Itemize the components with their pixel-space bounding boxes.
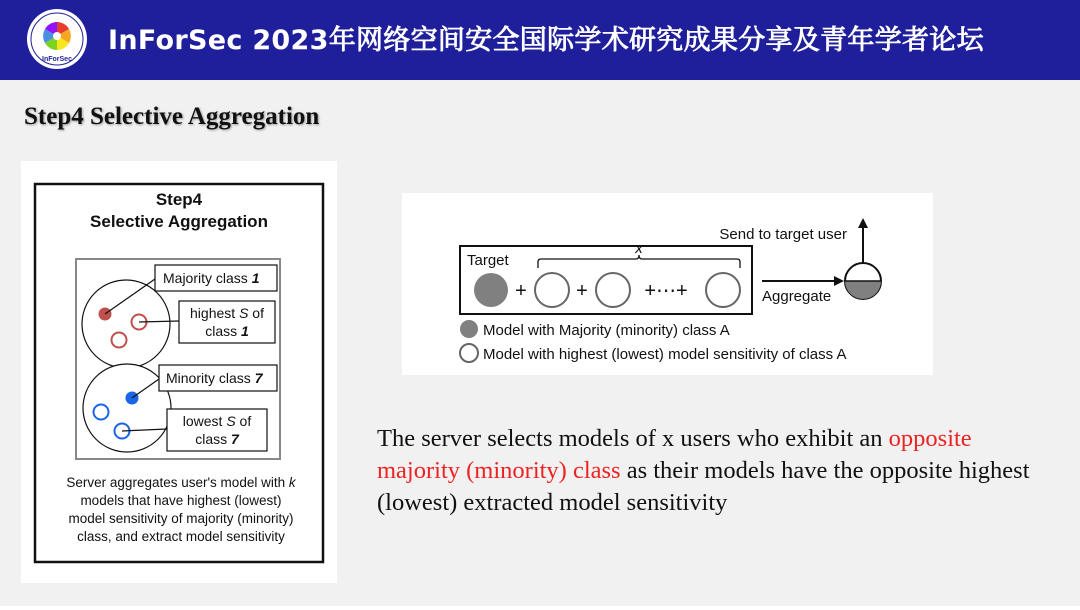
explanation-part1: The server selects models of x users who exhibit an (377, 425, 889, 452)
aggregated-model-fill (845, 281, 881, 299)
caption-line2: models that have highest (lowest) (80, 493, 282, 508)
inforsec-logo-icon (26, 8, 88, 70)
selective-aggregation-diagram (21, 161, 337, 583)
legend-filled-label: Model with Majority (minority) class A (483, 322, 730, 339)
target-model-dot (474, 273, 508, 307)
caption-line4: class, and extract model sensitivity (77, 529, 285, 544)
header-bar (0, 0, 1080, 80)
plus-sign: + (576, 280, 588, 302)
section-title: Step4 Selective Aggregation (24, 103, 320, 130)
user-model-circle (706, 273, 740, 307)
majority-cluster (82, 280, 170, 368)
minority-class-label: Minority class 7 (166, 370, 263, 386)
highest-s-label-line2: class 1 (205, 323, 249, 339)
legend-filled-dot (460, 320, 478, 338)
majority-class-label: Majority class 1 (163, 270, 260, 286)
send-arrow-head (858, 218, 868, 228)
explanation-text (377, 423, 1057, 519)
legend-hollow-circle (460, 344, 478, 362)
send-label: Send to target user (719, 226, 847, 243)
bottom-divider (0, 606, 1080, 610)
explanation-part2: as their models have the opposite highest (lowest) extracted model sensitivity (377, 457, 1030, 516)
aggregate-arrow-head (834, 276, 844, 286)
lowest-s-label-line2: class 7 (195, 431, 239, 447)
left-diagram-panel (21, 161, 337, 583)
right-diagram-panel (402, 193, 933, 375)
aggregation-flow-diagram (402, 193, 933, 375)
legend-hollow-label: Model with highest (lowest) model sensitivity of class A (483, 346, 847, 363)
ellipsis-plus: +⋯+ (644, 280, 688, 302)
plus-sign: + (515, 280, 527, 302)
logo-text: InForSec (42, 56, 72, 63)
target-label: Target (467, 252, 509, 269)
diagram-title-line1: Step4 (155, 190, 203, 209)
x-label: x (635, 240, 643, 257)
minority-cluster (83, 364, 171, 452)
highest-s-label-line1: highest S of (190, 305, 264, 321)
explanation-highlight: opposite majority (minority) class (377, 425, 972, 484)
caption-line3: model sensitivity of majority (minority) (68, 511, 294, 526)
lowest-s-label-line1: lowest S of (182, 413, 252, 429)
user-model-circle (596, 273, 630, 307)
diagram-title-line2: Selective Aggregation (90, 212, 268, 231)
user-model-circle (535, 273, 569, 307)
caption-line1: Server aggregates user's model with k (66, 475, 296, 490)
aggregate-label: Aggregate (762, 288, 832, 305)
header-title: InForSec 2023年网络空间安全国际学术研究成果分享及青年学者论坛 (108, 25, 984, 56)
